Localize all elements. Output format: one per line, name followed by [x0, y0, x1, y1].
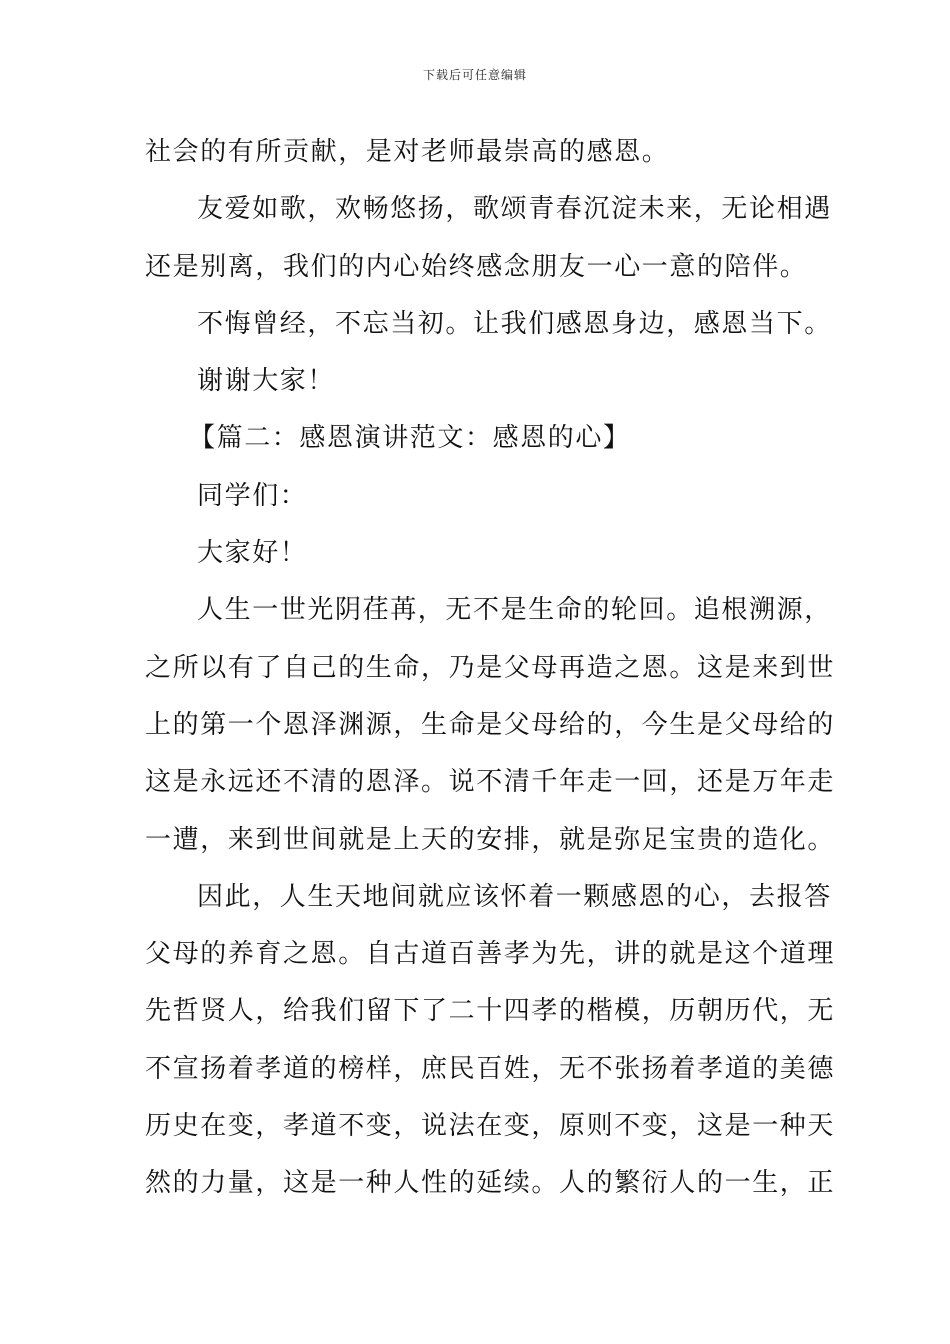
paragraph-start-line: 谢谢大家！ [197, 366, 336, 397]
salutation-line: 同学们： [197, 480, 308, 511]
body-line: 社会的有所贡献，是对老师最崇高的感恩。 [145, 137, 670, 167]
greeting-line: 大家好！ [197, 538, 308, 569]
body-line: 一遭，来到世间就是上天的安排，就是弥足宝贵的造化。 [145, 824, 836, 855]
body-line: 这是永远还不清的恩泽。说不清千年走一回，还是万年走 [145, 767, 836, 798]
body-line: 然的力量，这是一种人性的延续。人的繁衍人的一生，正 [145, 1168, 836, 1199]
paragraph-start-line: 因此，人生天地间就应该怀着一颗感恩的心，去报答 [197, 881, 832, 912]
page-header: 下载后可任意编辑 [422, 68, 527, 82]
paragraph-start-line: 友爱如歌，欢畅悠扬，歌颂青春沉淀未来，无论相遇 [197, 194, 832, 225]
paragraph-start-line: 人生一世光阴荏苒，无不是生命的轮回。追根溯源， [197, 595, 832, 626]
body-line: 不宣扬着孝道的榜样，庶民百姓，无不张扬着孝道的美德 [145, 1053, 836, 1084]
body-line: 先哲贤人，给我们留下了二十四孝的楷模，历朝历代，无 [145, 996, 836, 1027]
paragraph-start-line: 不悔曾经，不忘当初。让我们感恩身边，感恩当下。 [197, 308, 832, 339]
body-line: 还是别离，我们的内心始终感念朋友一心一意的陪伴。 [145, 251, 808, 282]
body-line: 上的第一个恩泽渊源，生命是父母给的，今生是父母给的 [145, 709, 836, 740]
body-line: 父母的养育之恩。自古道百善孝为先，讲的就是这个道理 [145, 939, 836, 970]
body-line: 之所以有了自己的生命，乃是父母再造之恩。这是来到世 [145, 652, 836, 683]
document-body [145, 129, 836, 1218]
section-heading: 【篇二：感恩演讲范文：感恩的心】 [189, 423, 631, 454]
body-line: 历史在变，孝道不变，说法在变，原则不变，这是一种天 [145, 1111, 836, 1142]
